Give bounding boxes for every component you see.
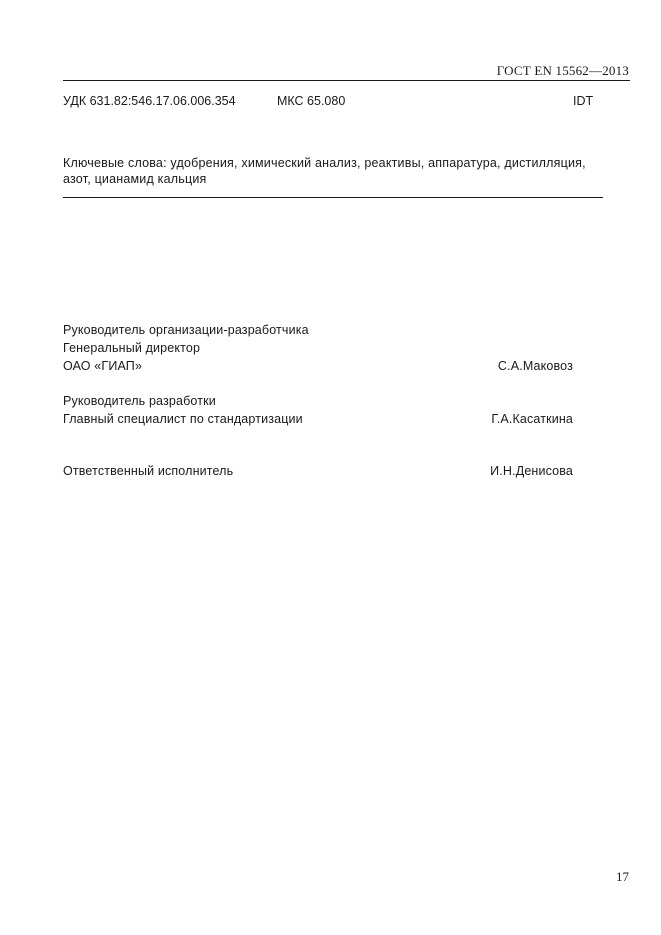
header-divider bbox=[63, 80, 630, 81]
keywords-paragraph: Ключевые слова: удобрения, химический анализ, реактивы, аппаратура, дистилляция, азот, цианамид кальция bbox=[63, 156, 586, 186]
dev-head-name: Г.А.Касаткина bbox=[491, 412, 573, 426]
executor-name: И.Н.Денисова bbox=[490, 464, 573, 478]
org-head-title-line2: Генеральный директор bbox=[63, 341, 201, 355]
org-head-title-line1: Руководитель организации-разработчика bbox=[63, 323, 309, 337]
page-number: 17 bbox=[616, 869, 629, 884]
org-head-title-line3: ОАО «ГИАП» bbox=[63, 359, 143, 373]
dev-head-title-line2: Главный специалист по стандартизации bbox=[63, 412, 303, 426]
org-head-name: С.А.Маковоз bbox=[497, 359, 573, 373]
idt-label: IDT bbox=[573, 94, 594, 108]
keywords-divider bbox=[63, 197, 603, 198]
mks-code: МКС 65.080 bbox=[277, 94, 346, 108]
dev-head-title-line1: Руководитель разработки bbox=[63, 394, 216, 408]
udk-code: УДК 631.82:546.17.06.006.354 bbox=[63, 94, 236, 108]
standard-code: ГОСТ EN 15562—2013 bbox=[496, 63, 629, 78]
executor-title: Ответственный исполнитель bbox=[63, 464, 234, 478]
